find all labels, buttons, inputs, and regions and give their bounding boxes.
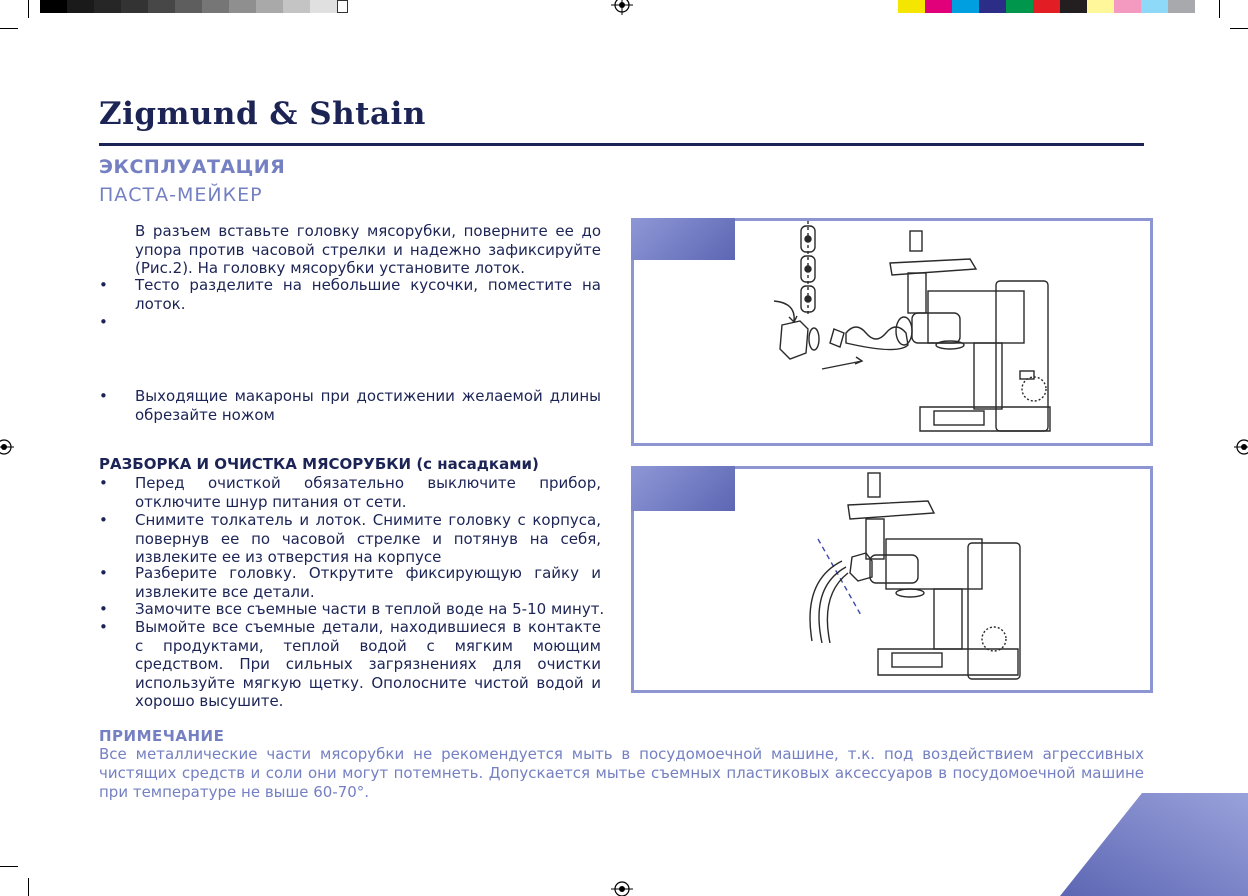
bullet-marker: •: [99, 474, 108, 492]
bullet-marker: •: [99, 313, 108, 331]
cleaning-step-2: Снимите толкатель и лоток. Снимите головку с корпуса, повернув ее по часовой стрелке и потянув на себя, извлеките ее из отверстия на корпусе: [135, 511, 601, 566]
section-title: ЭКСПЛУАТАЦИЯ: [99, 156, 286, 178]
bullet-marker: •: [99, 511, 108, 529]
figure-1-tab: [631, 218, 735, 260]
cleaning-heading: РАЗБОРКА И ОЧИСТКА МЯСОРУБКИ (с насадками): [99, 455, 539, 473]
note-text: Все металлические части мясорубки не рекомендуется мыть в посудомоечной машине, т.к. под воздействием агрессивных чистящих средств и соли они могут потемнеть. Допускается мытье съемных пластиковых аксессуаров в посудомоечной машине при температуре не выше 60-70°.: [99, 745, 1144, 801]
registration-mark-right: [1234, 436, 1248, 458]
bullet-marker: •: [99, 387, 108, 405]
pasta-step-1: Тесто разделите на небольшие кусочки, поместите на лоток.: [135, 276, 601, 313]
figure-2-tab: [631, 466, 735, 511]
note-heading: ПРИМЕЧАНИЕ: [99, 727, 225, 745]
corner-page-tab: [1060, 793, 1248, 896]
cleaning-step-3: Разберите головку. Открутите фиксирующую гайку и извлеките все детали.: [135, 564, 601, 601]
bullet-marker: •: [99, 618, 108, 636]
registration-mark-top: [611, 0, 633, 16]
bullet-marker: •: [99, 564, 108, 582]
brand-logo: Zigmund & Shtain: [99, 96, 426, 132]
cleaning-step-1: Перед очисткой обязательно выключите прибор, отключите шнур питания от сети.: [135, 474, 601, 511]
registration-mark-left: [0, 436, 14, 458]
pasta-step-3: Выходящие макароны при достижении желаемой длины обрезайте ножом: [135, 387, 601, 424]
cleaning-step-4: Замочите все съемные части в теплой воде на 5-10 минут.: [135, 600, 605, 618]
bullet-marker: •: [99, 600, 108, 618]
header-divider: [99, 143, 1144, 146]
cleaning-step-5: Вымойте все съемные детали, находившиеся в контакте с продуктами, теплой водой с мягким моющим средством. При сильных загрязнениях для очистки используйте мягкую щетку. Ополосните чистой водой и хорошо высушите.: [135, 618, 601, 710]
section-subtitle: ПАСТА-МЕЙКЕР: [99, 184, 263, 206]
intro-paragraph: В разъем вставьте головку мясорубки, поверните ее до упора против часовой стрелки и надежно зафиксируйте (Рис.2). На головку мясорубки установите лоток.: [135, 222, 601, 277]
registration-mark-bottom: [611, 878, 633, 896]
bullet-marker: •: [99, 276, 108, 294]
